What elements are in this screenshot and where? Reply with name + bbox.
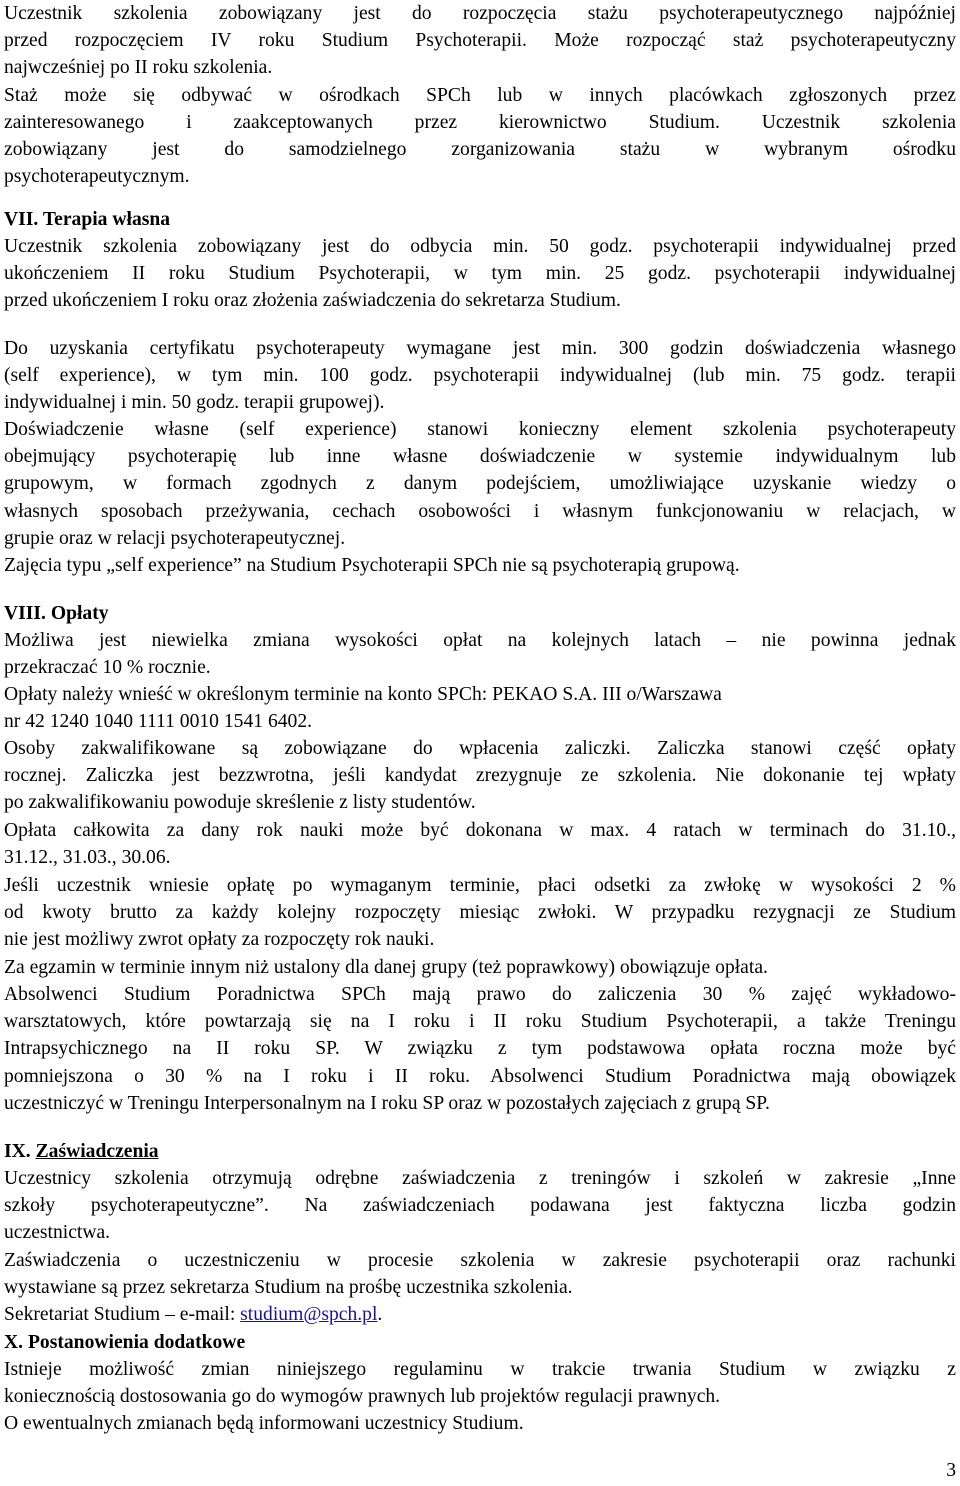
therapy-paragraph-1 — [4, 233, 956, 315]
text-line: Do uzyskania certyfikatu psychoterapeuty wymagane jest min. 300 godzin doświadczenia własnego — [4, 338, 956, 359]
text-line: Doświadczenie własne (self experience) stanowi konieczny element szkolenia psychoterapeuty — [4, 419, 956, 440]
section-heading-fees — [4, 600, 109, 627]
contact-label: Sekretariat Studium – e-mail: — [4, 1304, 241, 1325]
therapy-paragraph-2 — [4, 335, 956, 417]
text-line: Zaświadczenia o uczestniczeniu w procesie szkolenia w zakresie psychoterapii oraz rachunki — [4, 1250, 956, 1271]
text-line: Jeśli uczestnik wniesie opłatę po wymaganym terminie, płaci odsetki za zwłokę w wysokości 2 % — [4, 875, 956, 896]
text-line: nie jest możliwy zwrot opłaty za rozpoczęty rok nauki. — [4, 929, 435, 951]
therapy-paragraph-4 — [4, 552, 956, 579]
text-line: przekraczać 10 % rocznie. — [4, 657, 211, 679]
text-line: przed ukończeniem I roku oraz złożenia zaświadczenia do sekretarza Studium. — [4, 290, 621, 312]
text-line: warsztatowych, które powtarzają się na I roku i II roku Studium Psychoterapii, a także Treningu — [4, 1011, 956, 1033]
text-line: grupowym, w formach zgodnych z danym podejściem, umożliwiające uzyskanie wiedzy o — [4, 473, 956, 495]
email-link[interactable]: studium@spch.pl — [240, 1304, 378, 1325]
text-line: pomniejszona o 30 % na I roku i II roku. Absolwenci Studium Poradnictwa mają obowiązek — [4, 1065, 956, 1087]
text-line: obejmujący psychoterapię lub inne własne doświadczenie w systemie indywidualnym lub — [4, 446, 956, 468]
text-line: indywidualnej i min. 50 godz. terapii grupowej). — [4, 392, 385, 414]
text-line: Absolwenci Studium Poradnictwa SPCh mają prawo do zaliczenia 30 % zajęć wykładowo- — [4, 984, 956, 1005]
fees-paragraph-5 — [4, 872, 956, 954]
fees-paragraph-7 — [4, 981, 956, 1117]
text-line: po zakwalifikowaniu powoduje skreślenie z listy studentów. — [4, 792, 476, 814]
text-line: O ewentualnych zmianach będą informowani uczestnicy Studium. — [4, 1413, 524, 1434]
text-line: zobowiązany jest do samodzielnego zorganizowania stażu w wybranym ośrodku — [4, 139, 956, 161]
text-line: Uczestnik szkolenia zobowiązany jest do odbycia min. 50 godz. psychoterapii indywidualnej przed — [4, 236, 956, 257]
text-line: nr 42 1240 1040 1111 0010 1541 6402. — [4, 711, 313, 733]
secretariat-contact — [4, 1301, 956, 1328]
section-number: IX. — [4, 1141, 31, 1162]
text-line: od kwoty brutto za każdy kolejny rozpoczęty miesiąc zwłoki. W przypadku rezygnacji ze Studium — [4, 902, 956, 924]
text-line: rocznej. Zaliczka jest bezzwrotna, jeśli kandydat zrezygnuje ze szkolenia. Nie dokonanie tej wpłaty — [4, 765, 956, 787]
internship-paragraph — [4, 0, 956, 190]
text-line: Za egzamin w terminie innym niż ustalony dla danej grupy (też poprawkowy) obowiązuje opłata. — [4, 957, 768, 978]
section-title: Zaświadczenia — [35, 1141, 159, 1162]
section-title: Postanowienia dodatkowe — [27, 1332, 246, 1353]
section-heading-therapy — [4, 206, 170, 233]
section-heading-additional-provisions — [4, 1329, 245, 1356]
text-line: przed rozpoczęciem IV roku Studium Psychoterapii. Może rozpocząć staż psychoterapeutyczny — [4, 30, 956, 52]
fees-paragraph-3 — [4, 735, 956, 817]
fees-paragraph-2 — [4, 681, 956, 735]
provisions-paragraph-1 — [4, 1356, 956, 1410]
text-line: uczestnictwa. — [4, 1222, 111, 1244]
text-line: ukończeniem II roku Studium Psychoterapii, w tym min. 25 godz. psychoterapii indywidualnej — [4, 263, 956, 285]
therapy-paragraph-3 — [4, 416, 956, 552]
text-line: koniecznością dostosowania go do wymogów prawnych lub projektów regulacji prawnych. — [4, 1386, 721, 1408]
contact-suffix: . — [377, 1304, 383, 1325]
text-line: grupie oraz w relacji psychoterapeutycznej. — [4, 527, 346, 549]
section-title: Terapia własna — [42, 209, 171, 230]
text-line: Intrapsychicznego na II roku SP. W związku z tym podstawowa opłata roczna może być — [4, 1038, 956, 1060]
text-line: najwcześniej po II roku szkolenia. — [4, 57, 273, 79]
text-line: Opłaty należy wnieść w określonym terminie na konto SPCh: PEKAO S.A. III o/Warszawa — [4, 684, 722, 705]
text-line: Istnieje możliwość zmian niniejszego regulaminu w trakcie trwania Studium w związku z — [4, 1359, 956, 1380]
text-line: 31.12., 31.03., 30.06. — [4, 847, 171, 869]
text-line: Możliwa jest niewielka zmiana wysokości opłat na kolejnych latach – nie powinna jednak — [4, 630, 956, 651]
text-line: własnych sposobach przeżywania, cechach osobowości i własnym funkcjonowaniu w relacjach, w — [4, 500, 956, 522]
text-line: Opłata całkowita za dany rok nauki może być dokonana w max. 4 ratach w terminach do 31.10., — [4, 820, 956, 841]
text-line: szkoły psychoterapeutyczne”. Na zaświadczeniach podawana jest faktyczna liczba godzin — [4, 1195, 956, 1217]
text-line: (self experience), w tym min. 100 godz. psychoterapii indywidualnej (lub min. 75 godz. terapii — [4, 365, 956, 387]
section-heading-certificates — [4, 1138, 159, 1165]
text-line: Uczestnik szkolenia zobowiązany jest do rozpoczęcia stażu psychoterapeutycznego najpóźniej — [4, 3, 956, 24]
section-number: X. — [4, 1332, 24, 1353]
text-line: Uczestnicy szkolenia otrzymują odrębne zaświadczenia z treningów i szkoleń w zakresie „Inne — [4, 1168, 956, 1189]
text-line: Osoby zakwalifikowane są zobowiązane do wpłacenia zaliczki. Zaliczka stanowi część opłaty — [4, 738, 956, 759]
section-number: VII. — [4, 209, 39, 230]
text-line: zainteresowanego i zaakceptowanych przez kierownictwo Studium. Uczestnik szkolenia — [4, 111, 956, 133]
text-line: uczestniczyć w Treningu Interpersonalnym na I roku SP oraz w pozostałych zajęciach z grupą SP. — [4, 1092, 770, 1114]
provisions-paragraph-2 — [4, 1410, 956, 1437]
certificates-paragraph-1 — [4, 1165, 956, 1247]
fees-paragraph-4 — [4, 817, 956, 871]
text-line: psychoterapeutycznym. — [4, 166, 190, 188]
page-number: 3 — [946, 1460, 956, 1481]
section-title: Opłaty — [50, 603, 109, 624]
text-line: Zajęcia typu „self experience” na Studium Psychoterapii SPCh nie są psychoterapią grupową. — [4, 555, 740, 576]
text-line: wystawiane są przez sekretarza Studium na prośbę uczestnika szkolenia. — [4, 1277, 573, 1299]
text-line — [4, 1301, 956, 1328]
fees-paragraph-1 — [4, 627, 956, 681]
fees-paragraph-6 — [4, 954, 956, 981]
text-line: Staż może się odbywać w ośrodkach SPCh lub w innych placówkach zgłoszonych przez — [4, 84, 956, 106]
certificates-paragraph-2 — [4, 1247, 956, 1301]
section-number: VIII. — [4, 603, 46, 624]
